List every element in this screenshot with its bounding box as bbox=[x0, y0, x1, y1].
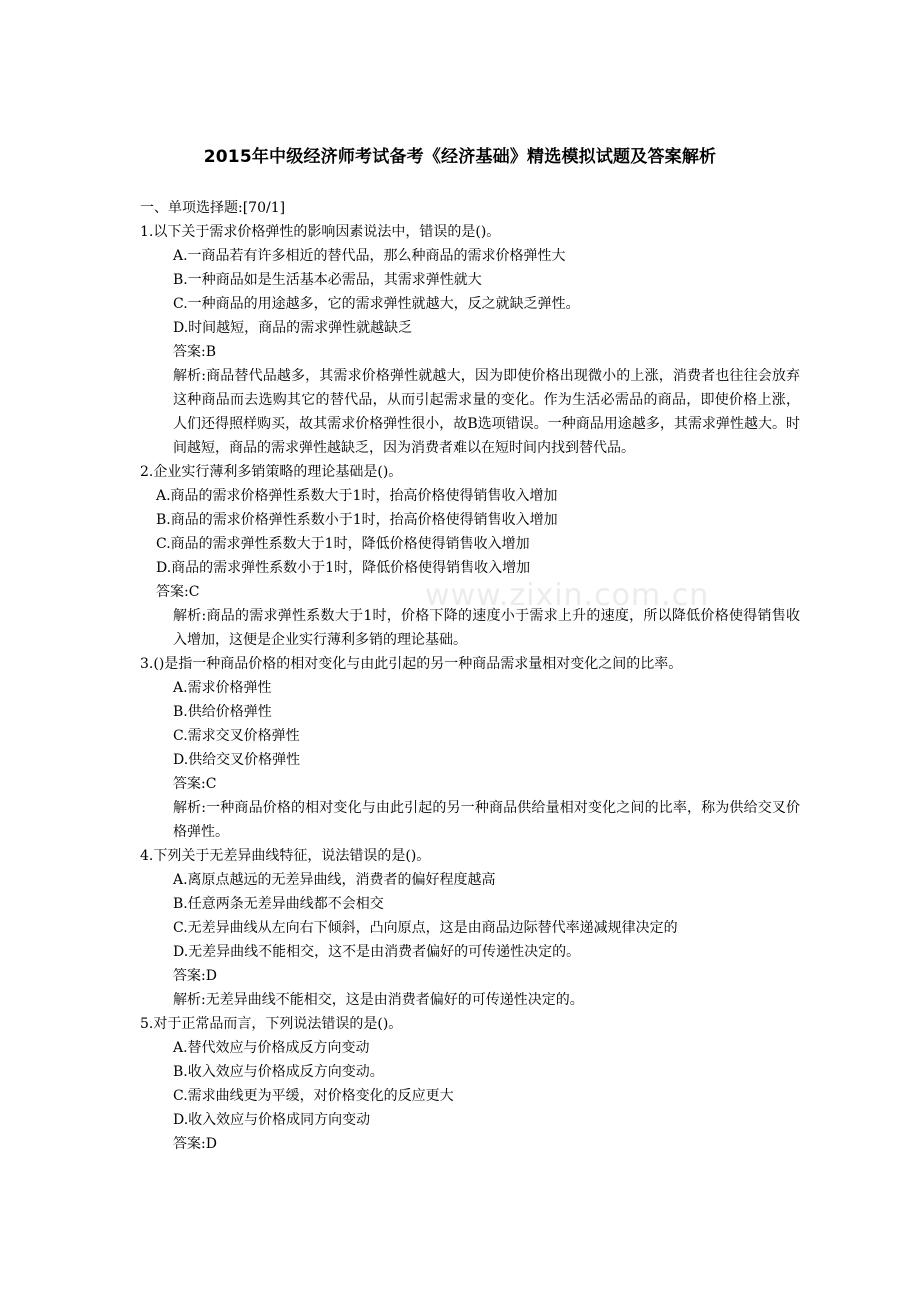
question-4-answer: 答案:D bbox=[173, 968, 217, 984]
question-2-stem: 2.企业实行薄利多销策略的理论基础是()。 bbox=[140, 464, 403, 480]
question-1-analysis: 解析:商品替代品越多，其需求价格弹性就越大，因为即使价格出现微小的上涨，消费者也往往会放弃这种商品而去选购其它的替代品，从而引起需求量的变化。作为生活必需品的商品，即使价格上涨，人们还得照样购买，故其需求价格弹性很小，故B选项错误。一种商品用途越多，其需求弹性越大。时间越短，商品的需求弹性越缺乏，因为消费者难以在短时间内找到替代品。 bbox=[173, 368, 800, 456]
question-3-stem: 3.()是指一种商品价格的相对变化与由此引起的另一种商品需求量相对变化之间的比率。 bbox=[140, 656, 683, 672]
question-1-answer: 答案:B bbox=[173, 344, 217, 360]
question-3-answer: 答案:C bbox=[173, 776, 217, 792]
question-3-option-c: C.需求交叉价格弹性 bbox=[173, 728, 300, 744]
question-1-option-a: A.一商品若有许多相近的替代品，那么种商品的需求价格弹性大 bbox=[173, 248, 566, 264]
question-4-option-a: A.离原点越远的无差异曲线，消费者的偏好程度越高 bbox=[173, 872, 496, 888]
document-body bbox=[140, 196, 800, 1156]
question-5-option-a: A.替代效应与价格成反方向变动 bbox=[173, 1040, 370, 1056]
question-2-analysis: 解析:商品的需求弹性系数大于1时，价格下降的速度小于需求上升的速度，所以降低价格使得销售收入增加，这便是企业实行薄利多销的理论基础。 bbox=[173, 608, 800, 648]
question-2-option-b: B.商品的需求价格弹性系数小于1时，抬高价格使得销售收入增加 bbox=[156, 512, 558, 528]
question-4-analysis: 解析:无差异曲线不能相交，这是由消费者偏好的可传递性决定的。 bbox=[173, 992, 584, 1008]
question-3-option-d: D.供给交叉价格弹性 bbox=[173, 752, 301, 768]
section-heading: 一、单项选择题:[70/1] bbox=[140, 200, 286, 216]
document-title: 2015年中级经济师考试备考《经济基础》精选模拟试题及答案解析 bbox=[203, 147, 717, 167]
question-1-option-b: B.一种商品如是生活基本必需品，其需求弹性就大 bbox=[173, 272, 482, 288]
question-3-option-a: A.需求价格弹性 bbox=[173, 680, 272, 696]
question-1-stem: 1.以下关于需求价格弹性的影响因素说法中，错误的是()。 bbox=[140, 224, 501, 240]
question-2-option-a: A.商品的需求价格弹性系数大于1时，抬高价格使得销售收入增加 bbox=[156, 488, 558, 504]
question-4-option-c: C.无差异曲线从左向右下倾斜，凸向原点，这是由商品边际替代率递减规律决定的 bbox=[173, 920, 678, 936]
question-5-option-d: D.收入效应与价格成同方向变动 bbox=[173, 1112, 371, 1128]
question-5-answer: 答案:D bbox=[173, 1136, 217, 1152]
question-2-answer: 答案:C bbox=[156, 584, 200, 600]
question-4-option-b: B.任意两条无差异曲线都不会相交 bbox=[173, 896, 384, 912]
question-5-option-b: B.收入效应与价格成反方向变动。 bbox=[173, 1064, 384, 1080]
question-5-option-c: C.需求曲线更为平缓，对价格变化的反应更大 bbox=[173, 1088, 454, 1104]
question-4-stem: 4.下列关于无差异曲线特征，说法错误的是()。 bbox=[140, 848, 431, 864]
question-4-option-d: D.无差异曲线不能相交，这不是由消费者偏好的可传递性决定的。 bbox=[173, 944, 581, 960]
watermark: www.zixin.com.cn bbox=[425, 578, 710, 613]
question-2-option-d: D.商品的需求弹性系数小于1时，降低价格使得销售收入增加 bbox=[156, 560, 531, 576]
question-2-option-c: C.商品的需求弹性系数大于1时，降低价格使得销售收入增加 bbox=[156, 536, 530, 552]
question-3-option-b: B.供给价格弹性 bbox=[173, 704, 272, 720]
question-3-analysis: 解析:一种商品价格的相对变化与由此引起的另一种商品供给量相对变化之间的比率，称为供给交叉价格弹性。 bbox=[173, 800, 800, 840]
question-1-option-c: C.一种商品的用途越多，它的需求弹性就越大，反之就缺乏弹性。 bbox=[173, 296, 580, 312]
question-5-stem: 5.对于正常品而言，下列说法错误的是()。 bbox=[140, 1016, 403, 1032]
question-1-option-d: D.时间越短，商品的需求弹性就越缺乏 bbox=[173, 320, 413, 336]
